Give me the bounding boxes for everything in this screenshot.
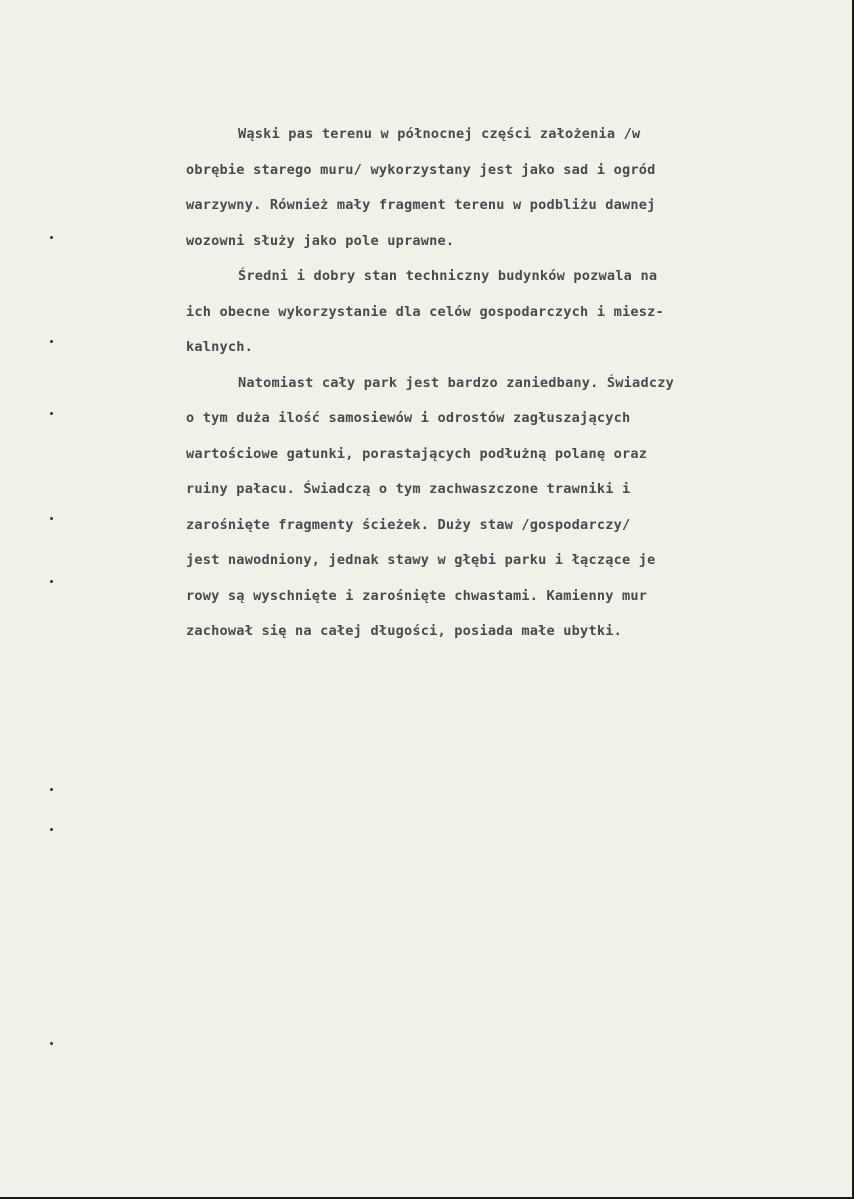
margin-mark <box>50 1042 53 1045</box>
text-line: wozowni służy jako pole uprawne. <box>186 232 455 249</box>
margin-mark <box>50 340 53 343</box>
text-line: obrębie starego muru/ wykorzystany jest jako sad i ogród <box>186 161 656 178</box>
text-line: ich obecne wykorzystanie dla celów gospodarczych i miesz- <box>186 303 664 320</box>
text-line: Średni i dobry stan techniczny budynków pozwala na <box>238 268 658 284</box>
margin-mark <box>50 517 53 520</box>
text-line: Wąski pas terenu w północnej części założenia /w <box>238 126 641 142</box>
text-line: o tym duża ilość samosiewów i odrostów zagłuszających <box>186 410 631 426</box>
margin-mark <box>50 236 53 239</box>
text-line: warzywny. Również mały fragment terenu w podbliżu dawnej <box>186 197 656 213</box>
margin-mark <box>50 788 53 791</box>
text-line: Natomiast cały park jest bardzo zaniedbany. Świadczy <box>238 374 674 391</box>
body-text <box>186 117 786 650</box>
text-line: rowy są wyschnięte i zarośnięte chwastami. Kamienny mur <box>186 587 648 604</box>
text-line: zachował się na całej długości, posiada małe ubytki. <box>186 623 622 639</box>
text-line: ruiny pałacu. Świadczą o tym zachwaszczone trawniki i <box>186 481 631 497</box>
margin-mark <box>50 580 53 583</box>
text-line: kalnych. <box>186 339 254 355</box>
margin-mark <box>50 828 53 831</box>
margin-mark <box>50 412 53 415</box>
text-line: jest nawodniony, jednak stawy w głębi parku i łączące je <box>186 552 656 568</box>
text-line: zarośnięte fragmenty ścieżek. Duży staw /gospodarczy/ <box>186 516 631 533</box>
text-line: wartościowe gatunki, porastających podłużną polanę oraz <box>186 445 648 462</box>
